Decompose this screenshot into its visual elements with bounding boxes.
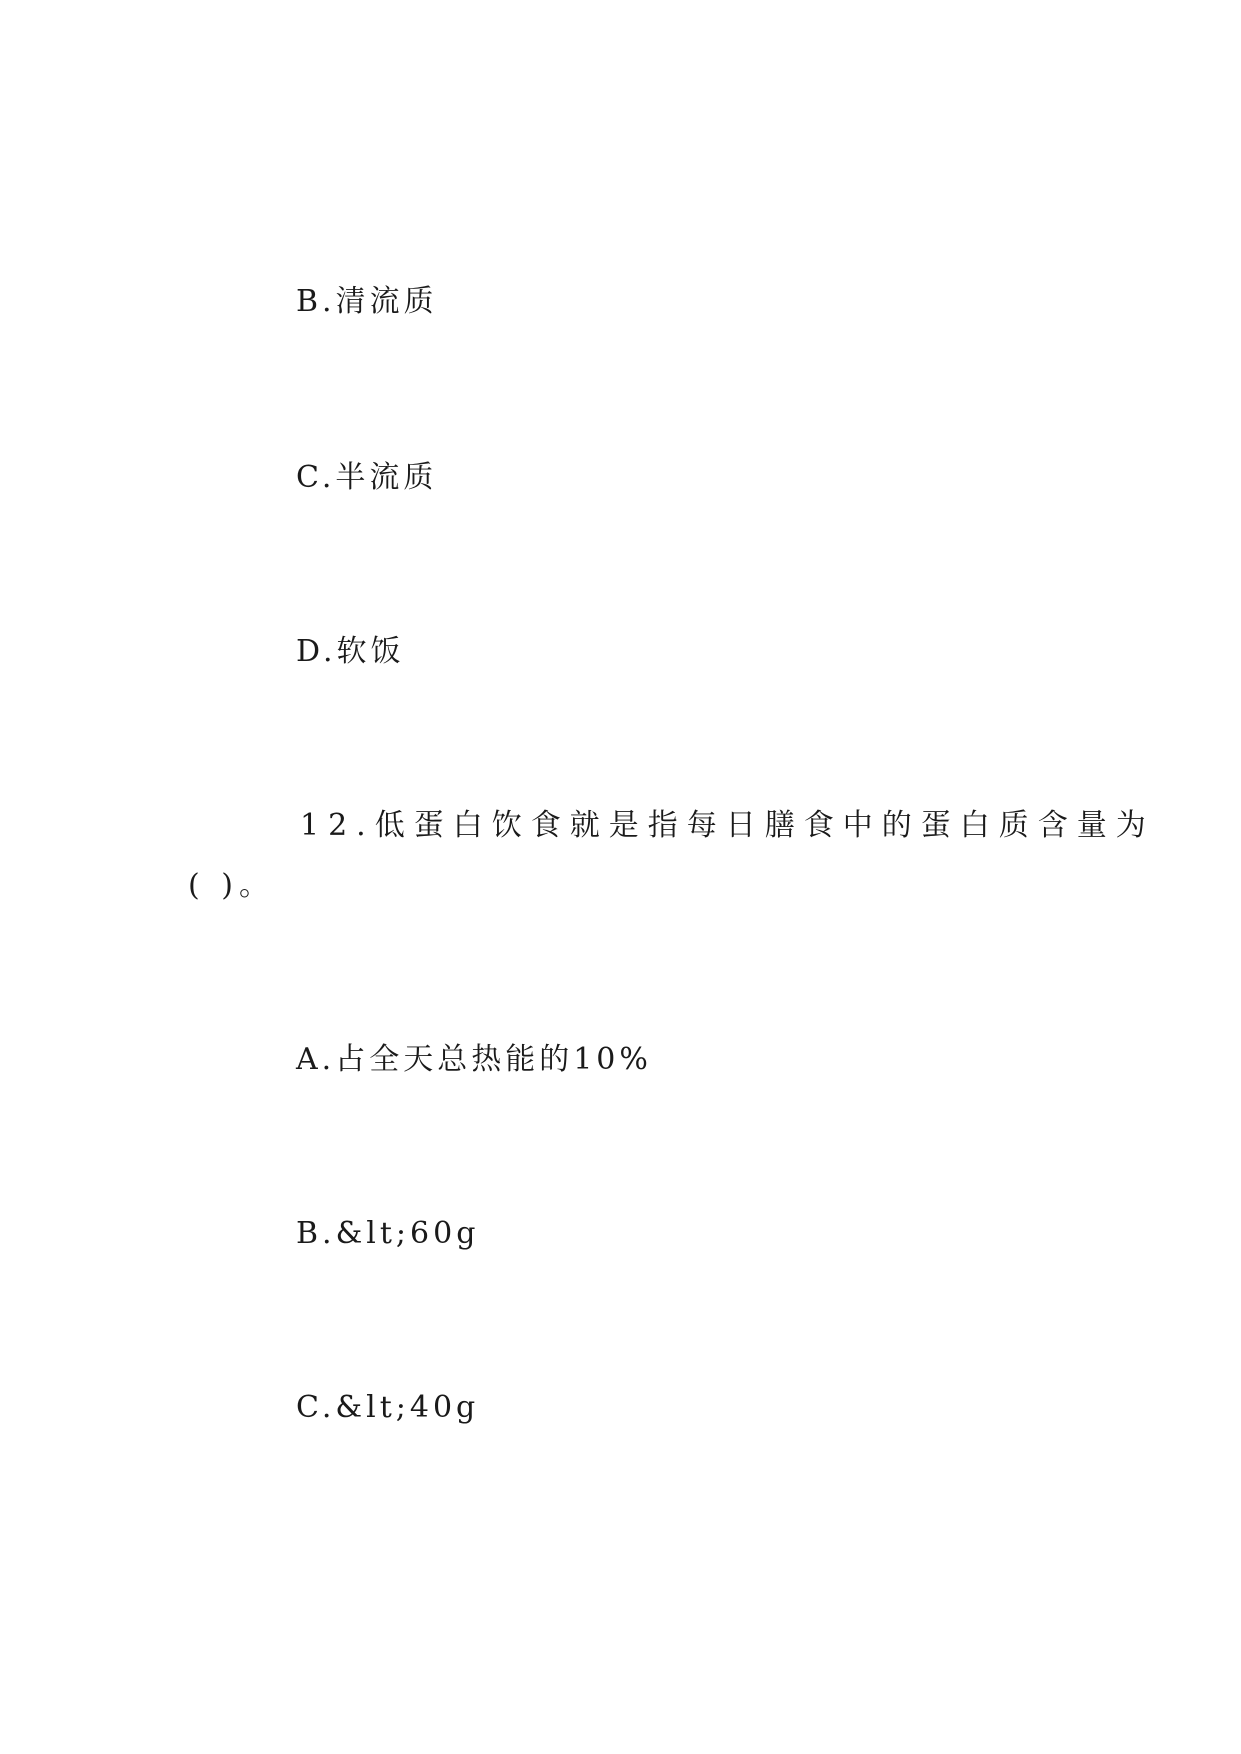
question-12-blank: ( )。 bbox=[188, 868, 275, 903]
option-b-prev: B.清流质 bbox=[296, 284, 438, 319]
option-c: C.&lt;40g bbox=[296, 1390, 480, 1425]
option-a: A.占全天总热能的10% bbox=[296, 1042, 652, 1077]
option-c-prev: C.半流质 bbox=[296, 460, 438, 495]
option-b: B.&lt;60g bbox=[296, 1216, 480, 1251]
question-12-text: 12.低蛋白饮食就是指每日膳食中的蛋白质含量为 bbox=[300, 808, 1155, 843]
option-d-prev: D.软饭 bbox=[296, 634, 405, 669]
